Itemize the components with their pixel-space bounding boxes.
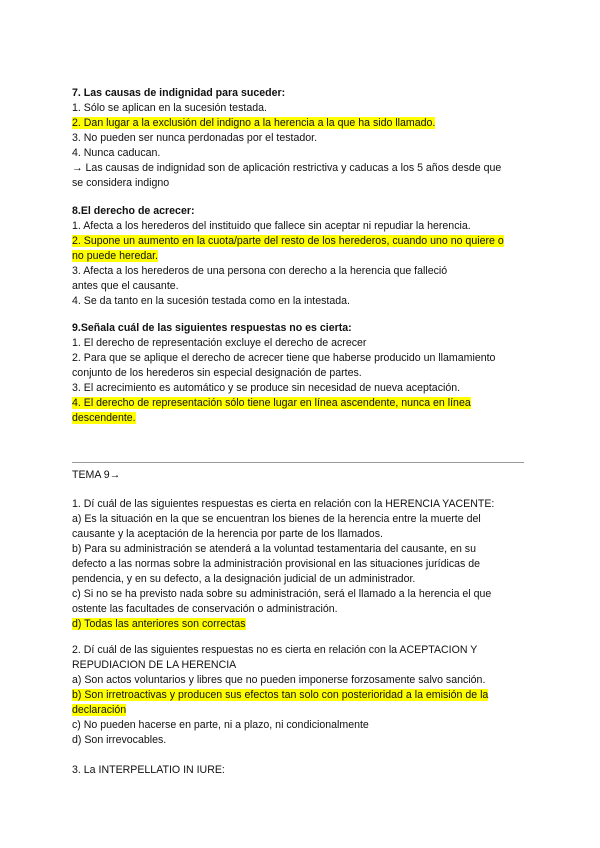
- tema-question-2-option-a: a) Son actos voluntarios y libres que no pueden imponerse forzosamente salvo sanción.: [72, 674, 486, 686]
- tema-question-1-option-a-line-1: a) Es la situación en la que se encuentran los bienes de la herencia entre la muerte del: [72, 513, 481, 525]
- question-7-option-2-highlighted: 2. Dan lugar a la exclusión del indigno a la herencia a la que ha sido llamado.: [72, 117, 436, 129]
- tema-question-2-option-d: d) Son irrevocables.: [72, 734, 167, 746]
- question-8-option-4: 4. Se da tanto en la sucesión testada como en la intestada.: [72, 295, 350, 307]
- tema-question-1-option-c-line-1: c) Si no se ha previsto nada sobre su administración, será el llamado a la herencia el que: [72, 588, 492, 600]
- tema-question-2-option-b-line-2-highlighted: declaración: [72, 704, 127, 716]
- question-9-option-3: 3. El acrecimiento es automático y se produce sin necesidad de nueva aceptación.: [72, 382, 461, 394]
- question-8-option-3-line-2: antes que el causante.: [72, 280, 179, 292]
- question-7-option-3: 3. No pueden ser nunca perdonadas por el testador.: [72, 132, 318, 144]
- question-9-option-1: 1. El derecho de representación excluye el derecho de acrecer: [72, 337, 367, 349]
- tema-question-1-title: 1. Dí cuál de las siguientes respuestas es cierta en relación con la HERENCIA YACENTE:: [72, 498, 495, 510]
- question-9-option-4-line-1-highlighted: 4. El derecho de representación sólo tiene lugar en línea ascendente, nunca en línea: [72, 397, 471, 409]
- tema-question-1-option-b-line-3: pendencia, y en su defecto, a la designación judicial de un administrador.: [72, 573, 416, 585]
- question-7-note-line-2: se considera indigno: [72, 177, 170, 189]
- section-divider: [72, 462, 524, 463]
- tema-question-1: [72, 497, 532, 632]
- tema-9-title: TEMA 9→: [72, 469, 121, 481]
- question-9-option-2-line-2: conjunto de los herederos sin especial designación de partes.: [72, 367, 362, 379]
- tema-question-1-option-c-line-2: ostente las facultades de conservación o administración.: [72, 603, 338, 615]
- question-8-option-3-line-1: 3. Afecta a los herederos de una persona con derecho a la herencia que falleció: [72, 265, 448, 277]
- tema-question-1-option-b-line-1: b) Para su administración se atenderá a la voluntad testamentaria del causante, en su: [72, 543, 476, 555]
- question-7: [72, 86, 532, 191]
- tema-question-2-option-b-line-1-highlighted: b) Son irretroactivas y producen sus efectos tan solo con posterioridad a la emisión de la: [72, 689, 489, 701]
- question-9: [72, 321, 532, 426]
- tema-question-3-title: 3. La INTERPELLATIO IN IURE:: [72, 764, 225, 776]
- question-8-option-2-line-1-highlighted: 2. Supone un aumento en la cuota/parte del resto de los herederos, cuando uno no quiere o: [72, 235, 504, 247]
- tema-question-1-option-b-line-2: defecto a las normas sobre la administración provisional en las situaciones jurídicas de: [72, 558, 481, 570]
- tema-question-2: [72, 643, 532, 748]
- tema-question-3: [72, 763, 532, 778]
- tema-question-2-title-line-2: REPUDIACION DE LA HERENCIA: [72, 659, 237, 671]
- question-8-option-2-line-2-highlighted: no puede heredar.: [72, 250, 159, 262]
- tema-question-2-option-c: c) No pueden hacerse en parte, ni a plazo, ni condicionalmente: [72, 719, 369, 731]
- question-8: [72, 204, 532, 309]
- tema-question-2-title-line-1: 2. Dí cuál de las siguientes respuestas no es cierta en relación con la ACEPTACION Y: [72, 644, 478, 656]
- question-7-option-1: 1. Sólo se aplican en la sucesión testada.: [72, 102, 267, 114]
- question-9-option-2-line-1: 2. Para que se aplique el derecho de acrecer tiene que haberse producido un llamamiento: [72, 352, 496, 364]
- question-9-title: 9.Señala cuál de las siguientes respuestas no es cierta:: [72, 322, 352, 334]
- tema-heading: [72, 468, 532, 483]
- question-7-option-4: 4. Nunca caducan.: [72, 147, 161, 159]
- question-9-option-4-line-2-highlighted: descendente.: [72, 412, 136, 424]
- question-7-note-line-1: → Las causas de indignidad son de aplicación restrictiva y caducas a los 5 años desde que: [72, 162, 502, 174]
- question-7-title: 7. Las causas de indignidad para suceder:: [72, 87, 286, 99]
- question-8-option-1: 1. Afecta a los herederos del instituido que fallece sin aceptar ni repudiar la herencia.: [72, 220, 471, 232]
- tema-question-1-option-a-line-2: causante y la aceptación de la herencia por parte de los llamados.: [72, 528, 383, 540]
- tema-question-1-option-d-highlighted: d) Todas las anteriores son correctas: [72, 618, 246, 630]
- question-8-title: 8.El derecho de acrecer:: [72, 205, 195, 217]
